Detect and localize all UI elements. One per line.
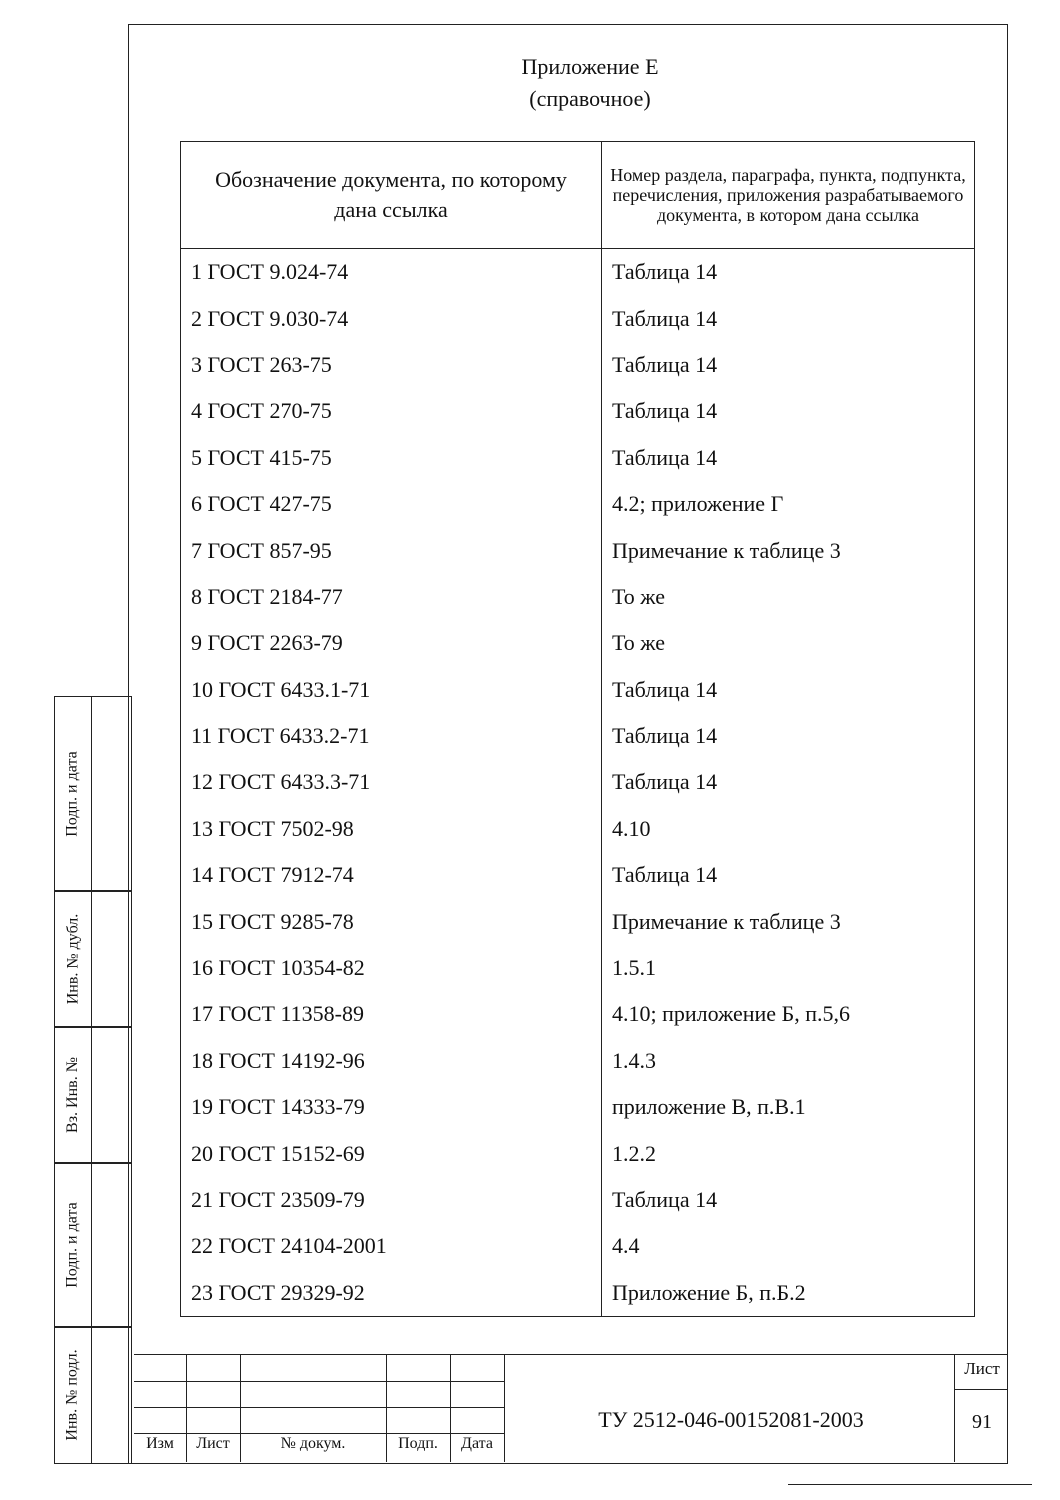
document-designation: 23 ГОСТ 29329-92 xyxy=(181,1270,602,1317)
document-designation: 11 ГОСТ 6433.2-71 xyxy=(181,713,602,759)
reference-location: Таблица 14 xyxy=(602,667,975,713)
reference-location: То же xyxy=(602,620,975,666)
table-row xyxy=(181,1038,975,1084)
margin-label: Инв. № подл. xyxy=(64,1349,82,1441)
document-designation: 3 ГОСТ 263-75 xyxy=(181,342,602,388)
reference-location: Таблица 14 xyxy=(602,713,975,759)
col-date: Дата xyxy=(461,1435,493,1452)
title-block xyxy=(134,1354,1008,1462)
table-row xyxy=(181,713,975,759)
margin-label: Инв. № дубл. xyxy=(64,913,81,1005)
table-row xyxy=(181,806,975,852)
reference-location: Таблица 14 xyxy=(602,759,975,805)
references-table xyxy=(180,141,975,1317)
appendix-subtitle: (справочное) xyxy=(529,86,651,111)
table-row xyxy=(181,295,975,341)
reference-location: Таблица 14 xyxy=(602,1177,975,1223)
col-doc-number: № докум. xyxy=(280,1435,346,1452)
reference-location: 4.4 xyxy=(602,1223,975,1269)
table-row xyxy=(181,574,975,620)
document-designation: 7 ГОСТ 857-95 xyxy=(181,527,602,573)
table-row xyxy=(181,1084,975,1130)
document-designation: 10 ГОСТ 6433.1-71 xyxy=(181,667,602,713)
document-designation: 1 ГОСТ 9.024-74 xyxy=(181,249,602,296)
document-designation: 20 ГОСТ 15152-69 xyxy=(181,1130,602,1176)
margin-label: Подп. и дата xyxy=(64,751,82,837)
reference-location: Таблица 14 xyxy=(602,852,975,898)
reference-location: 1.4.3 xyxy=(602,1038,975,1084)
table-body xyxy=(181,249,975,1317)
document-designation: 12 ГОСТ 6433.3-71 xyxy=(181,759,602,805)
reference-location: Примечание к таблице 3 xyxy=(602,527,975,573)
document-designation: 15 ГОСТ 9285-78 xyxy=(181,898,602,944)
table-row xyxy=(181,1223,975,1269)
reference-location: Таблица 14 xyxy=(602,342,975,388)
document-designation: 6 ГОСТ 427-75 xyxy=(181,481,602,527)
table-row xyxy=(181,898,975,944)
table-row xyxy=(181,1177,975,1223)
sheet-number: 91 xyxy=(972,1411,992,1433)
document-designation: 9 ГОСТ 2263-79 xyxy=(181,620,602,666)
margin-field-sign-date-1 xyxy=(54,696,132,892)
document-designation: 21 ГОСТ 23509-79 xyxy=(181,1177,602,1223)
reference-location: 4.10; приложение Б, п.5,6 xyxy=(602,991,975,1037)
reference-location: Примечание к таблице 3 xyxy=(602,898,975,944)
reference-location: Таблица 14 xyxy=(602,435,975,481)
document-designation: 8 ГОСТ 2184-77 xyxy=(181,574,602,620)
reference-location: Таблица 14 xyxy=(602,249,975,296)
table-row xyxy=(181,620,975,666)
header-document: Обозначение документа, по которому дана ссылка xyxy=(181,142,602,249)
reference-location: 4.10 xyxy=(602,806,975,852)
reference-location: 1.5.1 xyxy=(602,945,975,991)
reference-location: То же xyxy=(602,574,975,620)
margin-label: Подп. и дата xyxy=(64,1202,82,1288)
document-designation: 17 ГОСТ 11358-89 xyxy=(181,991,602,1037)
footer-rule xyxy=(788,1484,1032,1485)
document-designation: 2 ГОСТ 9.030-74 xyxy=(181,295,602,341)
table-header-row xyxy=(181,142,975,249)
table-row xyxy=(181,1270,975,1317)
document-designation: 4 ГОСТ 270-75 xyxy=(181,388,602,434)
table-row xyxy=(181,249,975,296)
table-row xyxy=(181,1130,975,1176)
margin-field-sign-date-2 xyxy=(54,1162,132,1328)
col-signature: Подп. xyxy=(398,1435,438,1452)
appendix-title: Приложение Е xyxy=(521,54,659,79)
margin-field-orig-inv xyxy=(54,1326,132,1464)
document-designation: 19 ГОСТ 14333-79 xyxy=(181,1084,602,1130)
document-designation: 16 ГОСТ 10354-82 xyxy=(181,945,602,991)
reference-location: 4.2; приложение Г xyxy=(602,481,975,527)
margin-field-replace-inv xyxy=(54,1026,132,1164)
document-designation: 13 ГОСТ 7502-98 xyxy=(181,806,602,852)
document-code: ТУ 2512-046-00152081-2003 xyxy=(598,1407,864,1432)
reference-location: Приложение Б, п.Б.2 xyxy=(602,1270,975,1317)
sheet-label: Лист xyxy=(964,1359,1000,1378)
reference-location: приложение В, п.В.1 xyxy=(602,1084,975,1130)
reference-location: Таблица 14 xyxy=(602,388,975,434)
document-designation: 14 ГОСТ 7912-74 xyxy=(181,852,602,898)
table-row xyxy=(181,852,975,898)
table-row xyxy=(181,342,975,388)
col-sheet: Лист xyxy=(196,1435,230,1452)
document-designation: 22 ГОСТ 24104-2001 xyxy=(181,1223,602,1269)
table-row xyxy=(181,435,975,481)
table-row xyxy=(181,481,975,527)
table-row xyxy=(181,527,975,573)
col-change: Изм xyxy=(146,1435,174,1452)
header-section: Номер раздела, параграфа, пункта, подпункта, перечисления, приложения разрабатываемого документа, в котором дана ссылка xyxy=(602,142,975,249)
table-row xyxy=(181,759,975,805)
margin-label: Вз. Инв. № xyxy=(64,1057,81,1133)
document-designation: 18 ГОСТ 14192-96 xyxy=(181,1038,602,1084)
document-designation: 5 ГОСТ 415-75 xyxy=(181,435,602,481)
reference-location: 1.2.2 xyxy=(602,1130,975,1176)
reference-location: Таблица 14 xyxy=(602,295,975,341)
table-row xyxy=(181,945,975,991)
table-row xyxy=(181,991,975,1037)
margin-field-dup-inv xyxy=(54,890,132,1028)
table-row xyxy=(181,388,975,434)
table-row xyxy=(181,667,975,713)
